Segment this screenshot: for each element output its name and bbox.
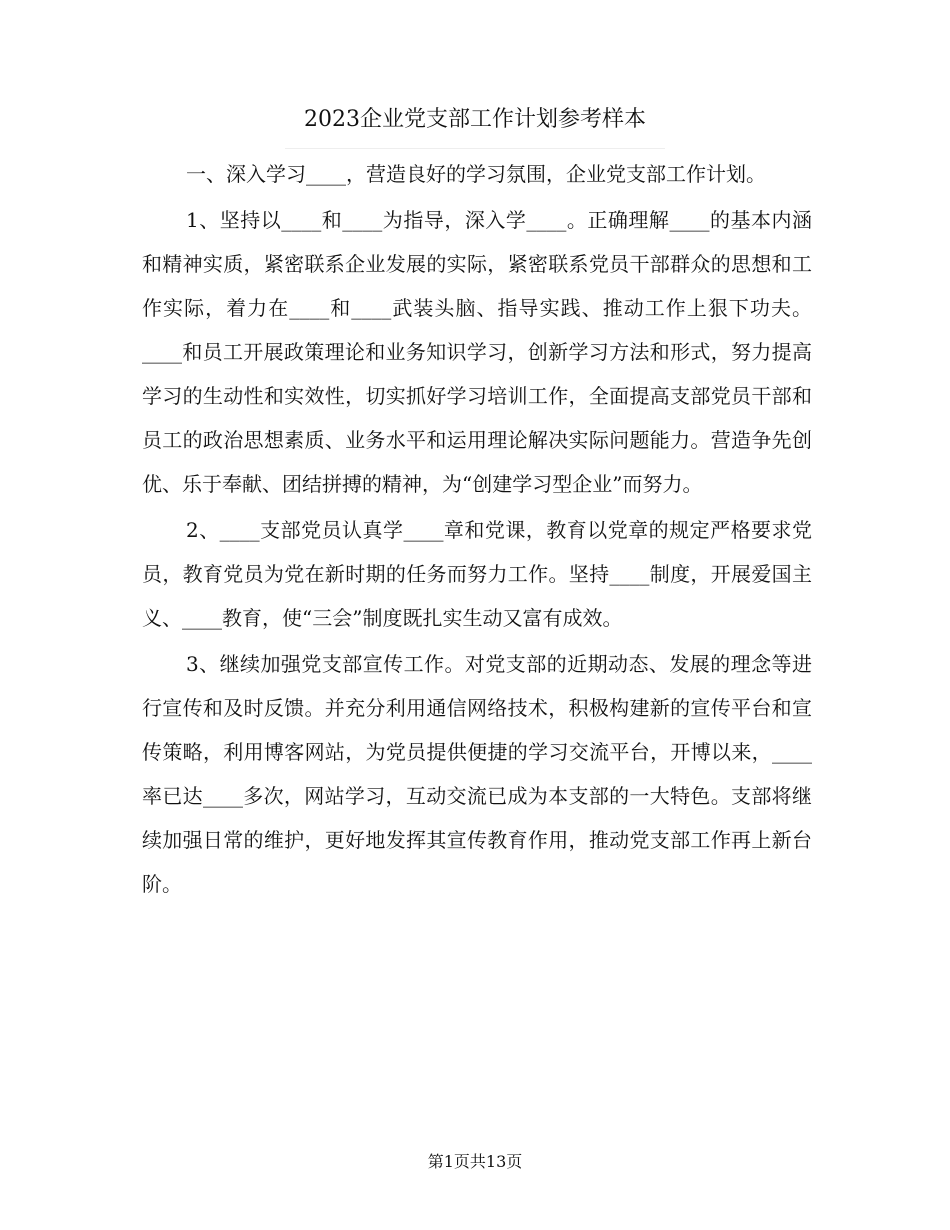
document-title: 2023企业党支部工作计划参考样本 [304,107,646,132]
paragraph-item-3: 3、继续加强党支部宣传工作。对党支部的近期动态、发展的理念等进行宣传和及时反馈。并充分利用通信网络技术，积极构建新的宣传平台和宣传策略，利用博客网站，为党员提供便捷的学习交流平台，开博以来，____率已达____多次，网站学习，互动交流已成为本支部的一大特色。支部将继续加强日常的维护，更好地发挥其宣传教育作用，推动党支部工作再上新台阶。 [142,652,812,896]
document-body [142,152,812,908]
paragraph-item-2: 2、____支部党员认真学____章和党课，教育以党章的规定严格要求党员，教育党员为党在新时期的任务而努力工作。坚持____制度，开展爱国主义、____教育，使“三会”制度既扎实生动又富有成效。 [142,518,812,630]
paragraph-item-1: 1、坚持以____和____为指导，深入学____。正确理解____的基本内涵和精神实质，紧密联系企业发展的实际，紧密联系党员干部群众的思想和工作实际，着力在____和____武装头脑、指导实践、推动工作上狠下功夫。____和员工开展政策理论和业务知识学习，创新学习方法和形式，努力提高学习的生动性和实效性，切实抓好学习培训工作，全面提高支部党员干部和员工的政治思想素质、业务水平和运用理论解决实际问题能力。营造争先创优、乐于奉献、团结拼搏的精神，为“创建学习型企业”而努力。 [142,208,812,496]
paragraph-section-1: 一、深入学习____，营造良好的学习氛围，企业党支部工作计划。 [186,162,766,186]
page-number: 第1页共13页 [427,1152,523,1171]
title-divider [285,148,665,149]
